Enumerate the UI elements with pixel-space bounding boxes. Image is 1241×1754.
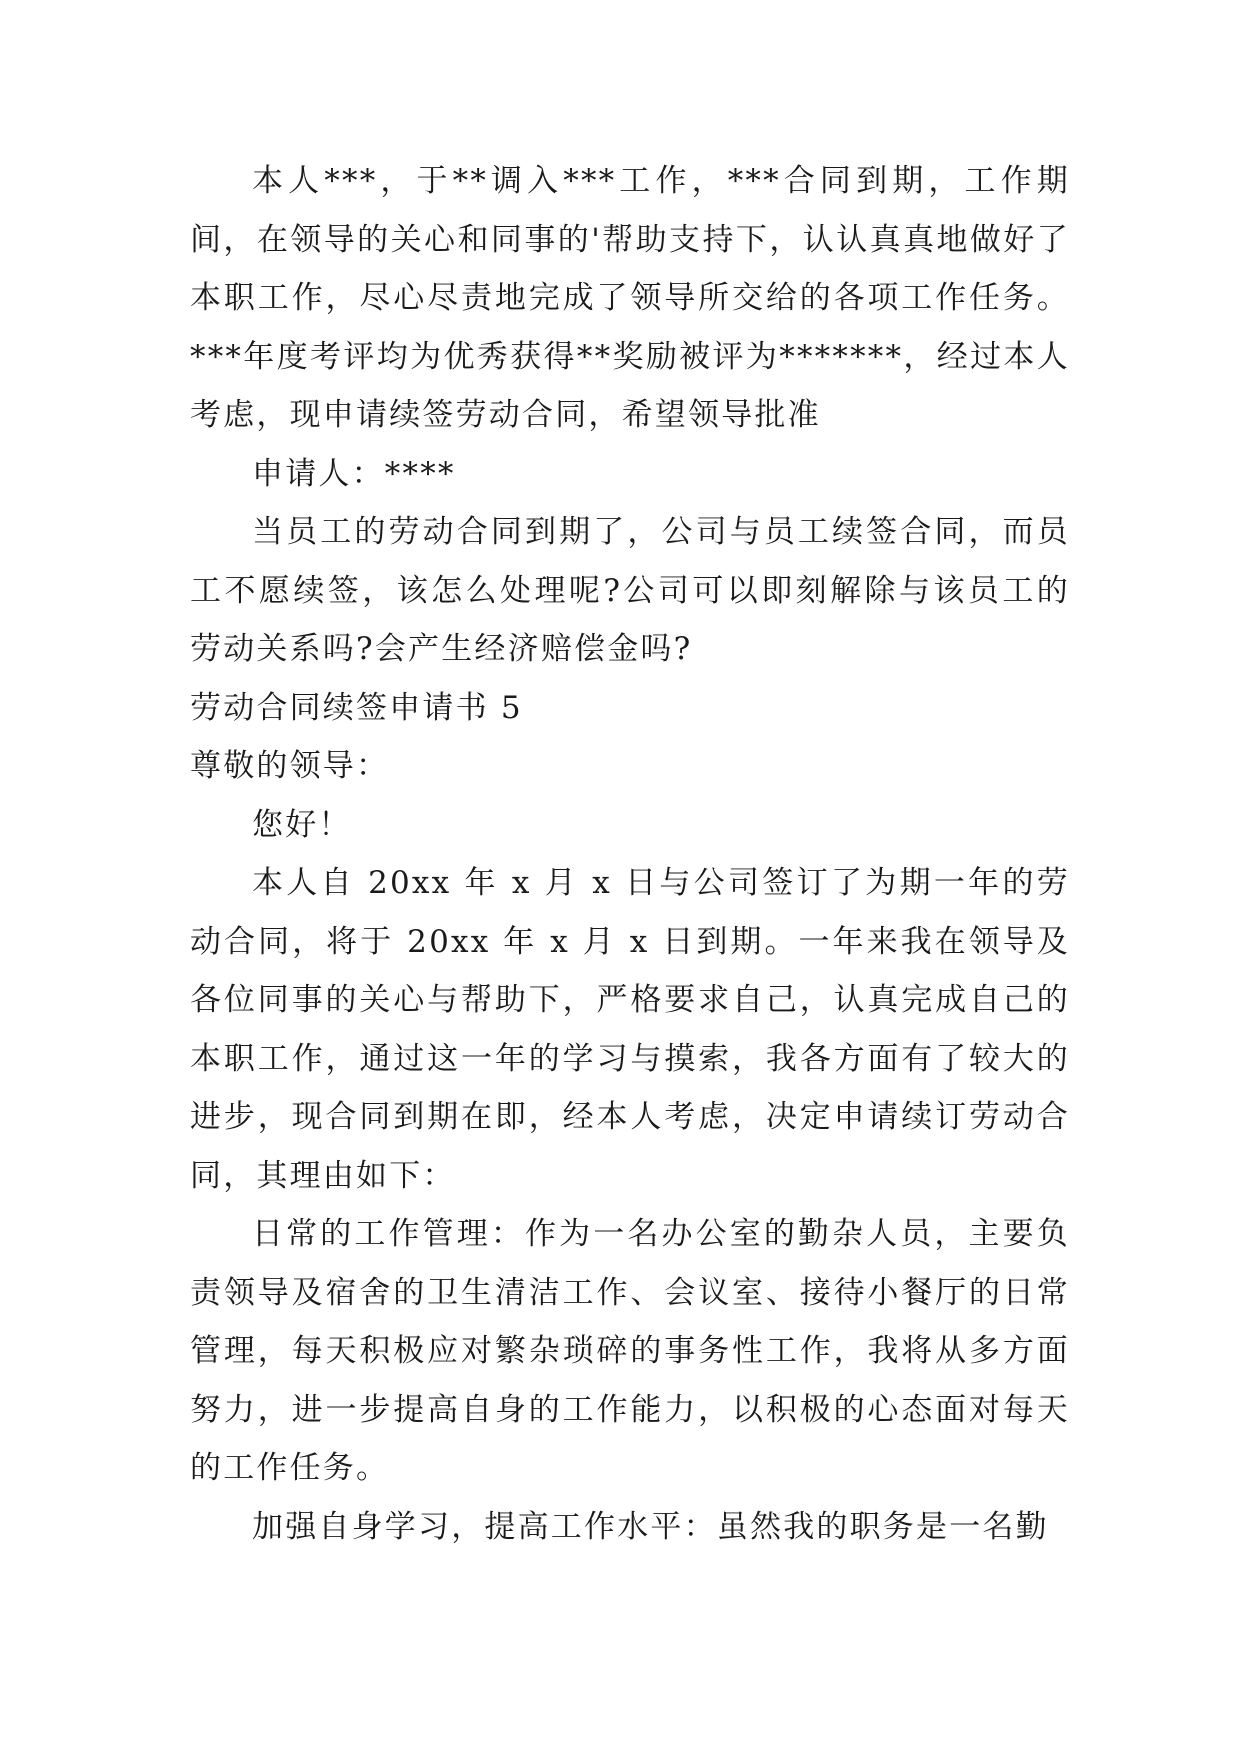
document-body — [190, 152, 1070, 1556]
paragraph-applicant: 申请人：**** — [252, 455, 456, 492]
section-heading: 劳动合同续签申请书 5 — [190, 689, 523, 726]
paragraph-daily-work: 日常的工作管理：作为一名办公室的勤杂人员，主要负责领导及宿舍的卫生清洁工作、会议室、接待小餐厅的日常管理，每天积极应对繁杂琐碎的事务性工作，我将从多方面努力，进一步提高自身的工作能力，以积极的心态面对每天的工作任务。 — [190, 1216, 1070, 1486]
greeting: 您好！ — [252, 806, 352, 843]
salutation: 尊敬的领导： — [190, 748, 390, 784]
paragraph-renewal-statement: 本人***，于**调入***工作，***合同到期，工作期间，在领导的关心和同事的'帮助支持下，认认真真地做好了本职工作，尽心尽责地完成了领导所交给的各项工作任务。***年度考评均为优秀获得**奖励被评为*******，经过本人考虑，现申请续签劳动合同，希望领导批准 — [190, 163, 1070, 433]
paragraph-question: 当员工的劳动合同到期了，公司与员工续签合同，而员工不愿续签，该怎么处理呢?公司可以即刻解除与该员工的劳动关系吗?会产生经济赔偿金吗? — [190, 514, 1070, 667]
paragraph-self-study: 加强自身学习，提高工作水平：虽然我的职务是一名勤 — [252, 1508, 1049, 1545]
paragraph-contract-background: 本人自 20xx 年 x 月 x 日与公司签订了为期一年的劳动合同，将于 20xx 年 x 月 x 日到期。一年来我在领导及各位同事的关心与帮助下，严格要求自己，认真完成自己的本职工作，通过这一年的学习与摸索，我各方面有了较大的进步，现合同到期在即，经本人考虑，决定申请续订劳动合同，其理由如下： — [190, 865, 1070, 1194]
